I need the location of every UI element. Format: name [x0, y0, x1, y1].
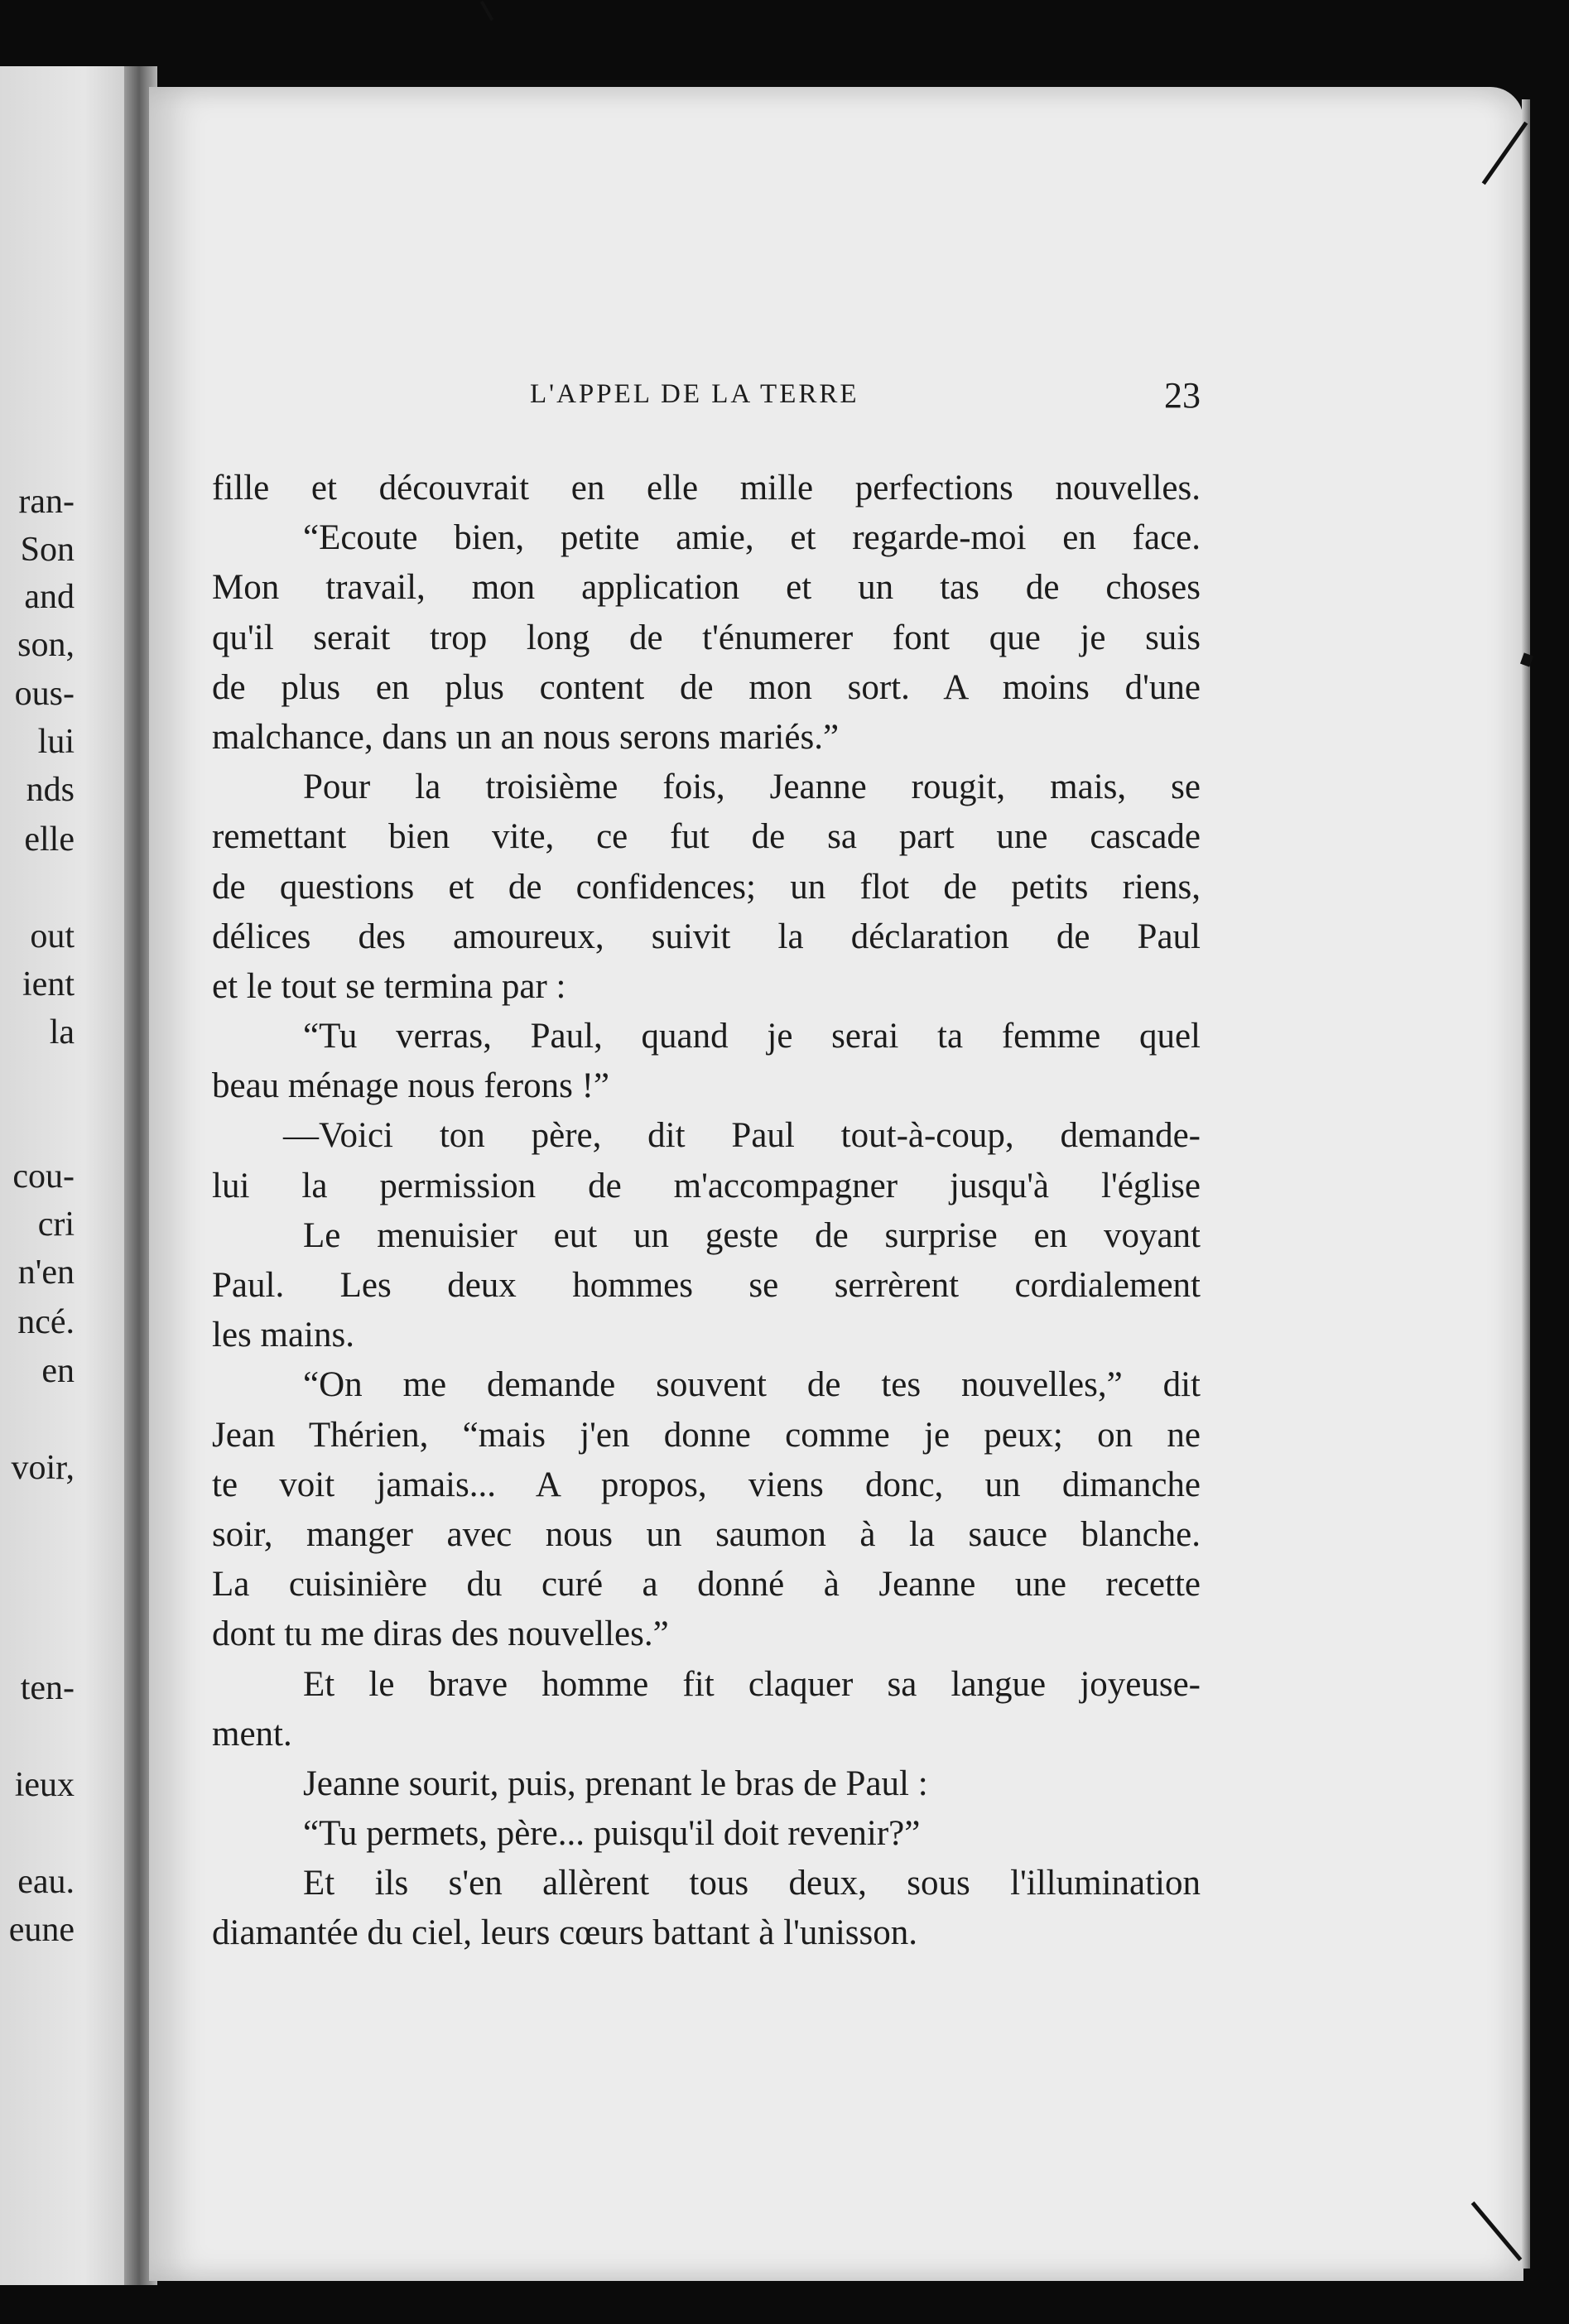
- previous-page-fragment: Son: [20, 531, 75, 569]
- previous-page-fragment: ncé.: [17, 1303, 75, 1341]
- text-line: Mon travail, mon application et un tas de choses: [212, 568, 1201, 608]
- previous-page-fragment: eune: [8, 1911, 75, 1949]
- previous-page-fragment: lui: [37, 723, 75, 761]
- page-number: 23: [1164, 375, 1201, 416]
- previous-page-edge: [0, 66, 141, 2285]
- previous-page-fragment: out: [30, 917, 75, 955]
- text-line: soir, manger avec nous un saumon à la sauce blanche.: [212, 1514, 1201, 1554]
- previous-page-fragment: la: [49, 1013, 75, 1051]
- text-line: Paul. Les deux hommes se serrèrent cordialement: [212, 1266, 1201, 1305]
- previous-page-fragment: elle: [24, 820, 75, 859]
- previous-page-fragment: and: [24, 578, 75, 616]
- text-line: ment.: [212, 1714, 292, 1754]
- text-line: Pour la troisième fois, Jeanne rougit, mais, se: [303, 767, 1201, 807]
- scan-mark: [480, 1, 493, 22]
- previous-page-fragment: ran-: [18, 483, 75, 521]
- previous-page-fragment: cou-: [12, 1157, 75, 1196]
- body-text: [212, 464, 1201, 1959]
- text-line: dont tu me diras des nouvelles.”: [212, 1614, 669, 1654]
- text-line: La cuisinière du curé a donné à Jeanne une recette: [212, 1565, 1201, 1605]
- previous-page-fragment: ieux: [14, 1766, 75, 1804]
- text-line: Jean Thérien, “mais j'en donne comme je peux; on ne: [212, 1415, 1201, 1455]
- text-line: lui la permission de m'accompagner jusqu'à l'église: [212, 1166, 1201, 1205]
- previous-page-fragment: en: [41, 1352, 75, 1390]
- text-line: diamantée du ciel, leurs cœurs battant à l'unisson.: [212, 1913, 917, 1953]
- text-line: Et ils s'en allèrent tous deux, sous l'illumination: [303, 1864, 1201, 1903]
- previous-page-fragment: eau.: [17, 1863, 75, 1901]
- text-line: et le tout se termina par :: [212, 966, 566, 1006]
- text-line: Le menuisier eut un geste de surprise en voyant: [303, 1215, 1201, 1255]
- text-line: Et le brave homme fit claquer sa langue joyeuse-: [303, 1664, 1201, 1704]
- text-line: remettant bien vite, ce fut de sa part une cascade: [212, 817, 1201, 857]
- text-line: “On me demande souvent de tes nouvelles,” dit: [303, 1365, 1201, 1405]
- previous-page-fragment: son,: [17, 626, 75, 664]
- text-line: les mains.: [212, 1316, 354, 1355]
- previous-page-fragment: nds: [26, 771, 75, 809]
- previous-page-fragment: cri: [37, 1205, 75, 1244]
- text-line: “Tu permets, père... puisqu'il doit revenir?”: [303, 1814, 921, 1854]
- text-line: —Voici ton père, dit Paul tout-à-coup, demande-: [283, 1116, 1201, 1156]
- text-line: délices des amoureux, suivit la déclaration de Paul: [212, 917, 1201, 956]
- text-line: de questions et de confidences; un flot de petits riens,: [212, 867, 1201, 907]
- text-line: “Tu verras, Paul, quand je serai ta femme quel: [303, 1017, 1201, 1056]
- previous-page-fragment: n'en: [17, 1253, 75, 1292]
- text-line: beau ménage nous ferons !”: [212, 1066, 609, 1106]
- text-line: Jeanne sourit, puis, prenant le bras de Paul :: [303, 1763, 928, 1803]
- running-title: L'APPEL DE LA TERRE: [530, 379, 859, 409]
- text-line: fille et découvrait en elle mille perfections nouvelles.: [212, 469, 1201, 508]
- page-header: [199, 374, 1201, 414]
- text-line: qu'il serait trop long de t'énumerer font que je suis: [212, 618, 1201, 657]
- text-line: “Ecoute bien, petite amie, et regarde-moi en face.: [303, 518, 1201, 558]
- previous-page-fragment: ous-: [14, 675, 75, 713]
- previous-page-fragment: ient: [22, 965, 75, 1003]
- text-line: de plus en plus content de mon sort. A moins d'une: [212, 667, 1201, 707]
- text-line: te voit jamais... A propos, viens donc, un dimanche: [212, 1465, 1201, 1504]
- previous-page-fragment: voir,: [11, 1449, 75, 1487]
- page-edge: [1522, 99, 1530, 2269]
- previous-page-fragment: ten-: [20, 1669, 75, 1707]
- text-line: malchance, dans un an nous serons mariés.”: [212, 717, 840, 757]
